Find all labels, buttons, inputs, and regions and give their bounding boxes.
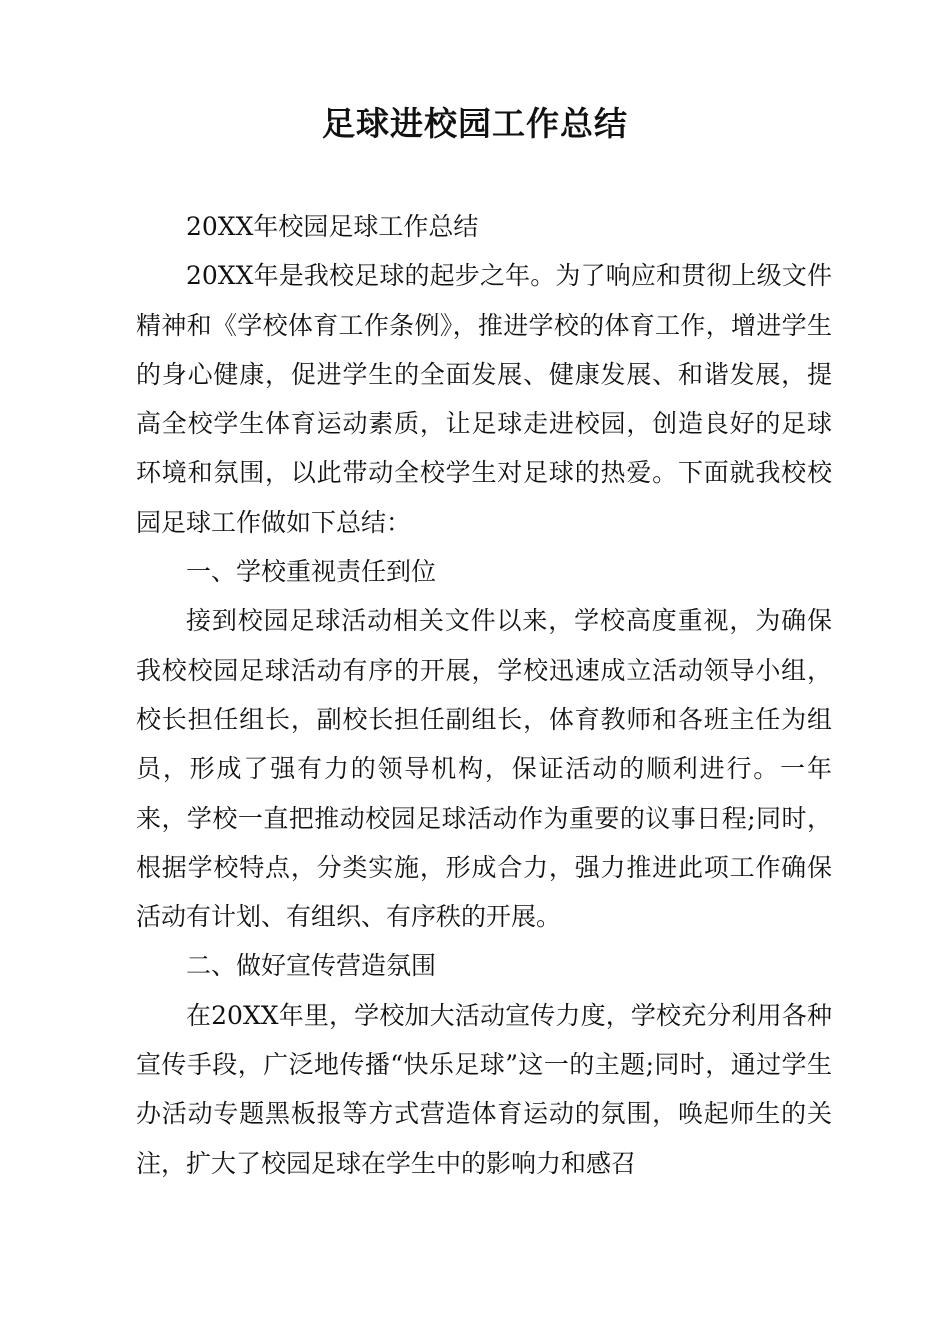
- paragraph-section-2: 在20XX年里，学校加大活动宣传力度，学校充分利用各种宣传手段，广泛地传播“快乐足球”这一的主题;同时，通过学生办活动专题黑板报等方式营造体育运动的氛围，唤起师生的关注，扩大了校园足球在学生中的影响力和感召: [136, 1000, 832, 1178]
- document-body: [136, 202, 832, 1188]
- section-heading-1: 一、学校重视责任到位: [186, 557, 437, 587]
- paragraph-intro: 20XX年是我校足球的起步之年。为了响应和贯彻上级文件精神和《学校体育工作条例》，推进学校的体育工作，增进学生的身心健康，促进学生的全面发展、健康发展、和谐发展，提高全校学生体育运动素质，让足球走进校园，创造良好的足球环境和氛围，以此带动全校学生对足球的热爱。下面就我校校园足球工作做如下总结：: [136, 261, 832, 537]
- section-heading-2: 二、做好宣传营造氛围: [186, 951, 437, 981]
- paragraph-section-1: 接到校园足球活动相关文件以来，学校高度重视，为确保我校校园足球活动有序的开展，学校迅速成立活动领导小组，校长担任组长，副校长担任副组长，体育教师和各班主任为组员，形成了强有力的领导机构，保证活动的顺利进行。一年来，学校一直把推动校园足球活动作为重要的议事日程;同时，根据学校特点，分类实施，形成合力，强力推进此项工作确保活动有计划、有组织、有序秩的开展。: [136, 606, 832, 932]
- paragraph-subtitle: 20XX年校园足球工作总结: [186, 212, 479, 241]
- document-title: 足球进校园工作总结: [322, 104, 628, 143]
